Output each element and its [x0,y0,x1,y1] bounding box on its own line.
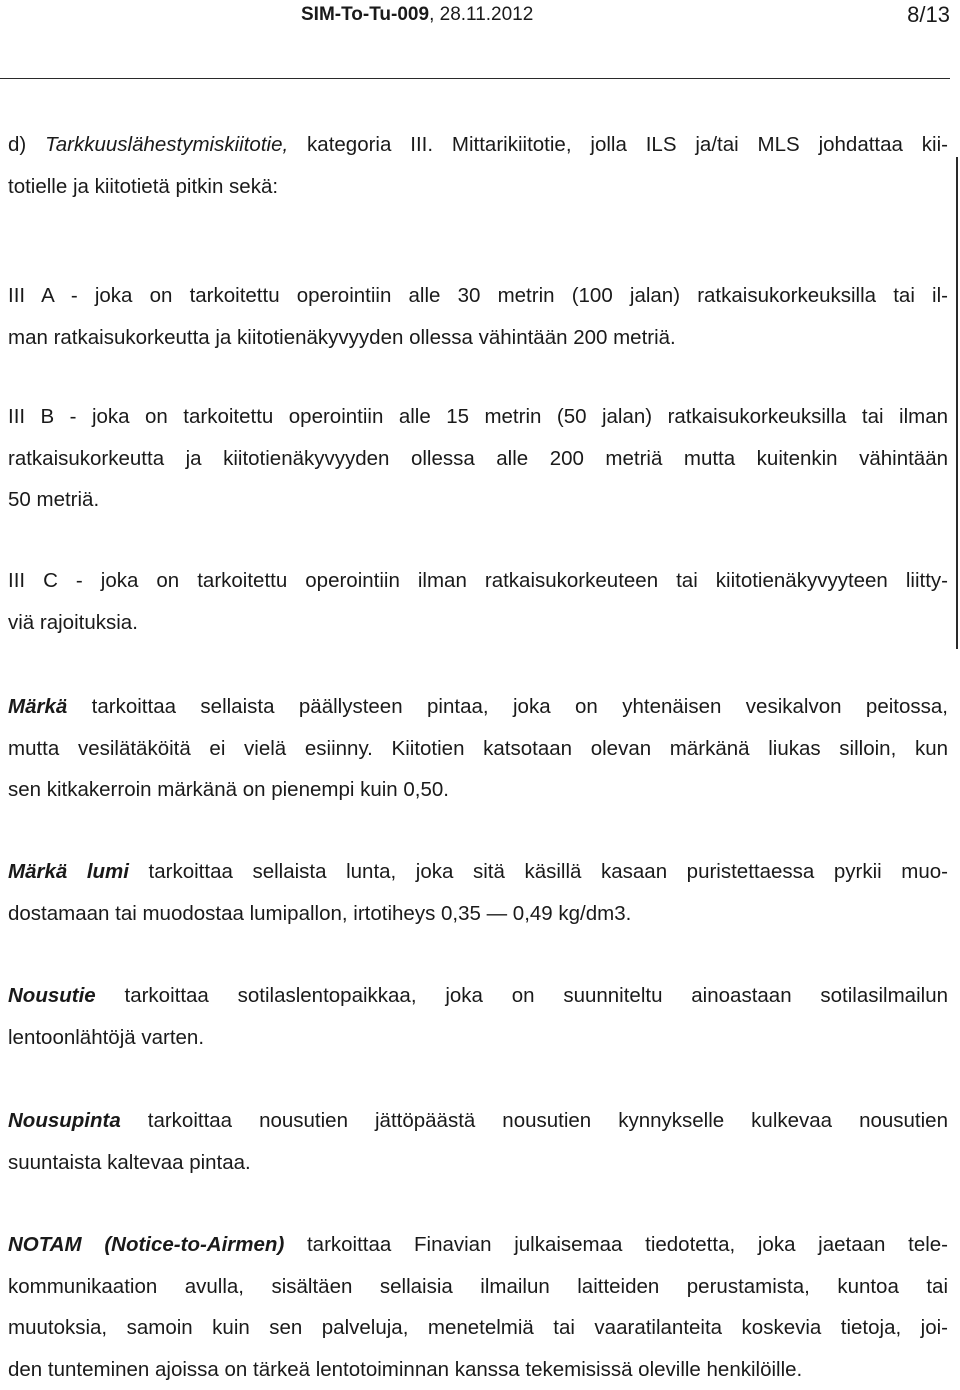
header-divider [0,78,950,79]
term-marka: Märkä [8,695,67,718]
text-line: III B - joka on tarkoitettu operointiin alle 15 metrin (50 jalan) ratkaisukorkeuksilla tai ilman [8,396,948,438]
text-line: totielle ja kiitotietä pitkin sekä: [8,166,948,208]
text-line [8,851,948,893]
text-line: suuntaista kaltevaa pintaa. [8,1142,948,1184]
paragraph-iii-c [8,560,948,643]
text-line: 50 metriä. [8,479,948,521]
text-line: kommunikaation avulla, sisältäen sellaisia ilmailun laitteiden perustamista, kuntoa tai [8,1266,948,1308]
text-line [8,124,948,166]
page-header [0,0,960,40]
text-segment: tarkoittaa nousutien jättöpäästä nousutien kynnykselle kulkevaa nousutien [121,1109,948,1132]
term-notam: NOTAM (Notice-to-Airmen) [8,1233,284,1256]
text-line [8,975,948,1017]
definition-nousutie [8,975,948,1058]
text-line: dostamaan tai muodostaa lumipallon, irtotiheys 0,35 — 0,49 kg/dm3. [8,893,948,935]
text-line [8,1100,948,1142]
definition-nousupinta [8,1100,948,1183]
term-tarkkuuslahestymiskiitotie: Tarkkuuslähestymiskiitotie, [45,133,288,156]
document-reference [301,4,533,26]
text-line: sen kitkakerroin märkänä on pienempi kuin 0,50. [8,769,948,811]
text-segment: tarkoittaa Finavian julkaisemaa tiedotetta, joka jaetaan tele- [284,1233,948,1256]
text-line: mutta vesilätäköitä ei vielä esiinny. Kiitotien katsotaan olevan märkänä liukas silloin, kun [8,728,948,770]
text-segment: tarkoittaa sellaista lunta, joka sitä käsillä kasaan puristettaessa pyrkii muo- [129,860,948,883]
text-line: muutoksia, samoin kuin sen palveluja, menetelmiä tai vaaratilanteita koskevia tietoja, joi- [8,1307,948,1349]
definition-marka [8,686,948,811]
text-segment: tarkoittaa sellaista päällysteen pintaa, joka on yhtenäisen vesikalvon peitossa, [67,695,948,718]
text-line: den tunteminen ajoissa on tärkeä lentotoiminnan kanssa tekemisissä oleville henkilöille. [8,1349,948,1390]
document-id: SIM-To-Tu-009 [301,4,429,25]
text-line: lentoonlähtöjä varten. [8,1017,948,1059]
term-nousupinta: Nousupinta [8,1109,121,1132]
term-marka-lumi: Märkä lumi [8,860,129,883]
page-number: 8/13 [907,4,950,26]
list-marker: d) [8,133,45,156]
text-segment: kategoria III. Mittarikiitotie, jolla ILS ja/tai MLS johdattaa kii- [288,133,948,156]
paragraph-category-iii [8,124,948,207]
revision-change-bar [956,157,958,649]
definition-marka-lumi [8,851,948,934]
paragraph-iii-b [8,396,948,521]
document-date: , 28.11.2012 [429,4,533,25]
paragraph-iii-a [8,275,948,358]
text-line: III C - joka on tarkoitettu operointiin ilman ratkaisukorkeuteen tai kiitotienäkyvyyteen liitty- [8,560,948,602]
text-segment: tarkoittaa sotilaslentopaikkaa, joka on suunniteltu ainoastaan sotilasilmailun [96,984,948,1007]
definition-notam [8,1224,948,1390]
text-line [8,1224,948,1266]
text-line: ratkaisukorkeutta ja kiitotienäkyvyyden ollessa alle 200 metriä mutta kuitenkin vähintään [8,438,948,480]
text-line [8,686,948,728]
text-line: III A - joka on tarkoitettu operointiin alle 30 metrin (100 jalan) ratkaisukorkeuksilla tai il- [8,275,948,317]
text-line: viä rajoituksia. [8,602,948,644]
text-line: man ratkaisukorkeutta ja kiitotienäkyvyyden ollessa vähintään 200 metriä. [8,317,948,359]
term-nousutie: Nousutie [8,984,96,1007]
